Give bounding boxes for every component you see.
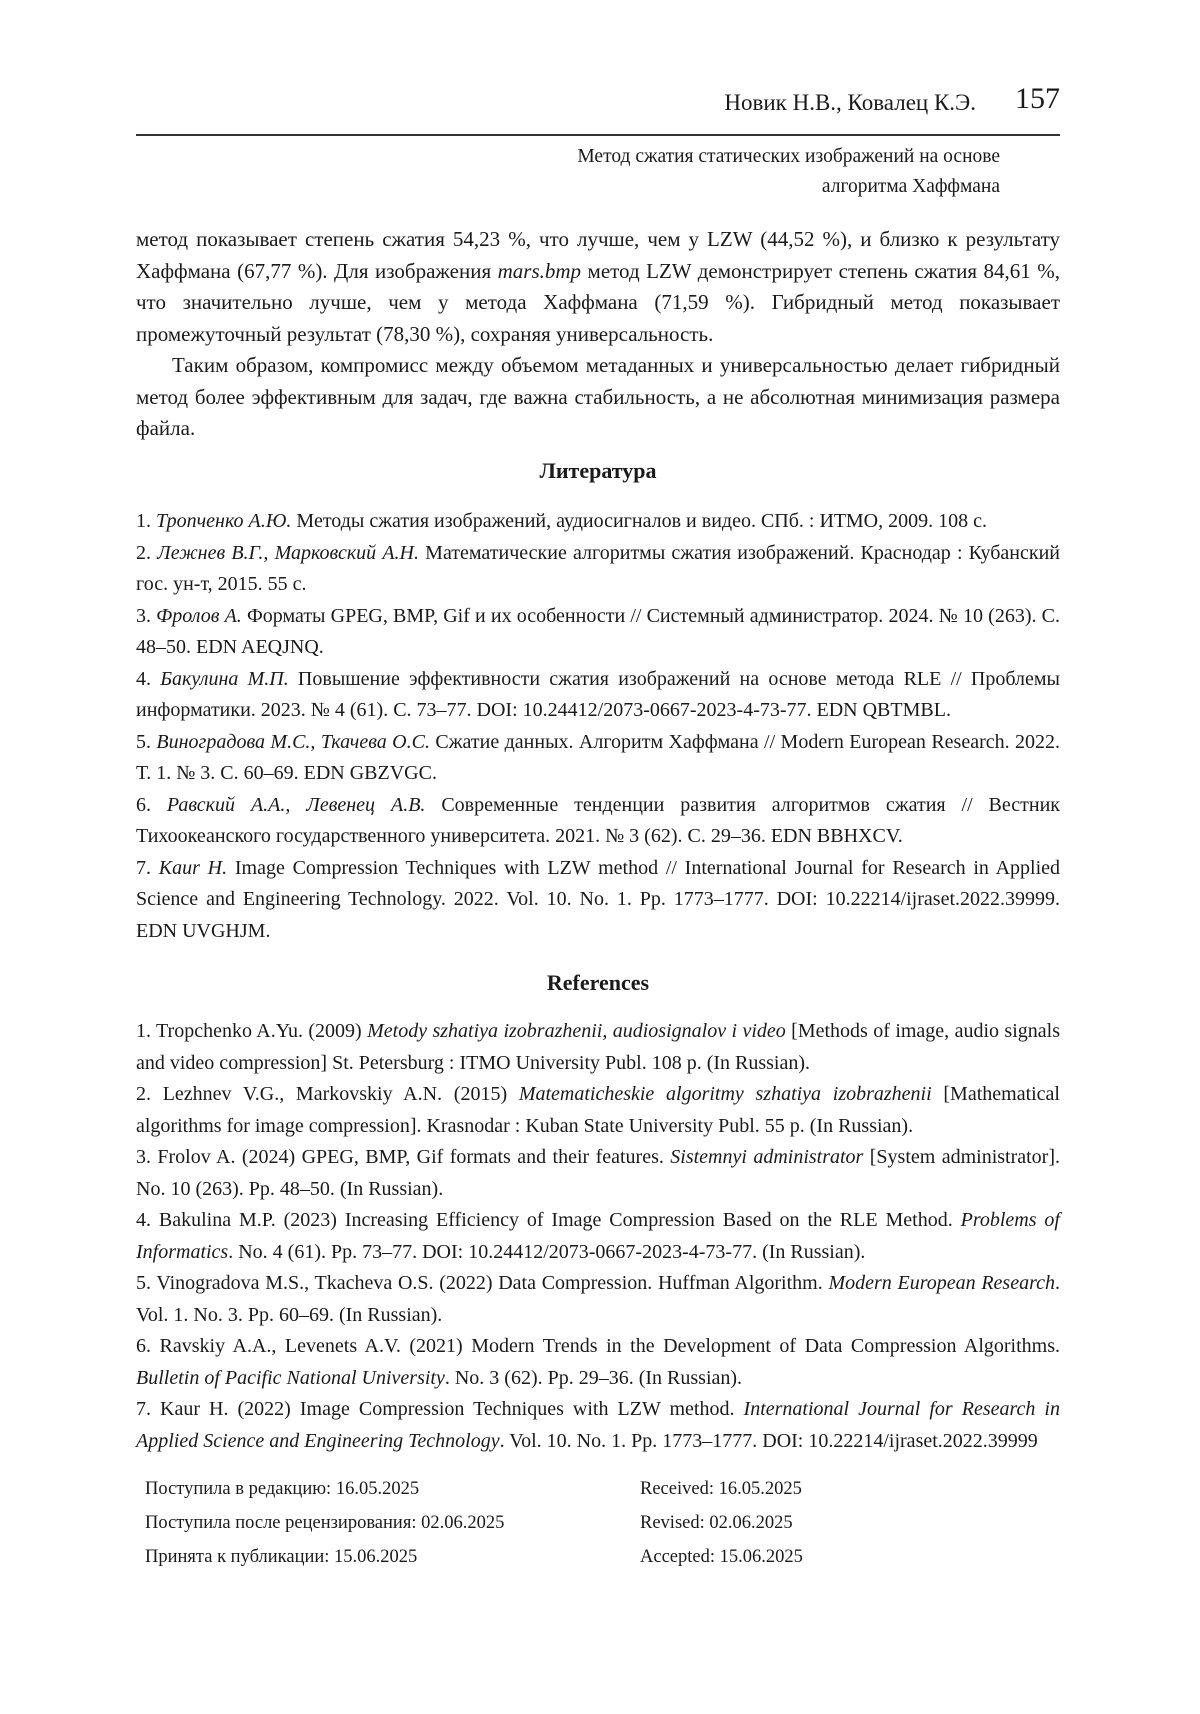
- literature-list: [136, 506, 1060, 947]
- received-ru: Поступила в редакцию: 16.05.2025: [145, 1479, 420, 1499]
- references-list: [136, 1016, 1060, 1457]
- page-header: [136, 82, 1060, 136]
- body-paragraph-1-text-b: метод LZW демонстрирует степень сжатия 84,61 %, что значительно лучше, чем у метода Хаффмана (71,59 %). Гибридный метод показывает промежуточный результат (78,30 %), сохраняя универсальность.: [136, 258, 1060, 346]
- reference-item: 5. Vinogradova M.S., Tkacheva O.S. (2022) Data Compression. Huffman Algorithm. Modern European Research. Vol. 1. No. 3. Pp. 60–69. (In Russian).: [136, 1272, 1060, 1326]
- literature-item: 7. Kaur H. Image Compression Techniques with LZW method // International Journal for Research in Applied Science and Engineering Technology. 2022. Vol. 10. No. 1. Pp. 1773–1777. DOI: 10.22214/ijraset.2022.39999. EDN UVGHJM.: [136, 856, 1061, 942]
- reference-item: 1. Tropchenko A.Yu. (2009) Metody szhatiya izobrazhenii, audiosignalov i video [Methods of image, audio signals and video compression] St. Petersburg : ITMO University Publ. 108 p. (In Russian).: [136, 1020, 1060, 1074]
- revised-row: [145, 1506, 1045, 1540]
- received-en: Received: 16.05.2025: [640, 1479, 802, 1499]
- literature-heading: Литература: [539, 458, 657, 483]
- revised-en: Revised: 02.06.2025: [640, 1513, 793, 1533]
- body-paragraph-1-text-a: метод показывает степень сжатия 54,23 %, что лучше, чем у LZW (44,52 %), и близко к результату Хаффмана (67,77 %). Для изображения: [136, 227, 1060, 283]
- body-paragraph-2: Таким образом, компромисс между объемом метаданных и универсальностью делает гибридный метод более эффективным для задач, где важна стабильность, а не абсолютная минимизация размера файла.: [136, 353, 1060, 440]
- page-number: 157: [1015, 82, 1060, 115]
- header-authors: Новик Н.В., Ковалец К.Э.: [724, 90, 976, 115]
- literature-item: 5. Виноградова М.С., Ткачева О.С. Сжатие данных. Алгоритм Хаффмана // Modern European Research. 2022. Т. 1. № 3. С. 60–69. EDN GBZVGC.: [136, 730, 1061, 784]
- reference-item: 4. Bakulina M.P. (2023) Increasing Efficiency of Image Compression Based on the RLE Method. Problems of Informatics. No. 4 (61). Pp. 73–77. DOI: 10.24412/2073-0667-2023-4-73-77. (In Russian).: [136, 1209, 1060, 1263]
- body-paragraph-1: [136, 224, 1060, 350]
- running-title-line1: Метод сжатия статических изображений на основе: [577, 146, 1000, 167]
- accepted-en: Accepted: 15.06.2025: [640, 1547, 803, 1567]
- literature-item: 1. Тропченко А.Ю. Методы сжатия изображений, аудиосигналов и видео. СПб. : ИТМО, 2009. 108 с.: [136, 510, 987, 532]
- received-row: [145, 1472, 1045, 1506]
- body-text: [136, 224, 1060, 445]
- accepted-ru: Принята к публикации: 15.06.2025: [145, 1547, 418, 1567]
- reference-item: 6. Ravskiy A.A., Levenets A.V. (2021) Modern Trends in the Development of Data Compression Algorithms. Bulletin of Pacific National University. No. 3 (62). Pp. 29–36. (In Russian).: [136, 1335, 1060, 1389]
- running-title: [400, 142, 1000, 202]
- reference-item: 7. Kaur H. (2022) Image Compression Techniques with LZW method. International Journal for Research in Applied Science and Engineering Technology. Vol. 10. No. 1. Pp. 1773–1777. DOI: 10.22214/ijraset.2022.39999: [136, 1398, 1060, 1452]
- accepted-row: [145, 1540, 1045, 1574]
- literature-item: 3. Фролов А. Форматы GPEG, BMP, Gif и их особенности // Системный администратор. 2024. № 10 (263). С. 48–50. EDN AEQJNQ.: [136, 604, 1060, 658]
- filename-emphasis: mars.bmp: [497, 258, 582, 283]
- literature-item: 4. Бакулина М.П. Повышение эффективности сжатия изображений на основе метода RLE // Проблемы информатики. 2023. № 4 (61). С. 73–77. DOI: 10.24412/2073-0667-2023-4-73-77. EDN QBTMBL.: [136, 667, 1060, 721]
- reference-item: 2. Lezhnev V.G., Markovskiy A.N. (2015) Matematicheskie algoritmy szhatiya izobrazhenii [Mathematical algorithms for image compression]. Krasnodar : Kuban State University Publ. 55 p. (In Russian).: [136, 1083, 1060, 1137]
- literature-item: 2. Лежнев В.Г., Марковский А.Н. Математические алгоритмы сжатия изображений. Краснодар : Кубанский гос. ун-т, 2015. 55 с.: [136, 541, 1060, 595]
- running-title-line2: алгоритма Хаффмана: [821, 176, 1000, 197]
- literature-item: 6. Равский А.А., Левенец А.В. Современные тенденции развития алгоритмов сжатия // Вестник Тихоокеанского государственного университета. 2021. № 3 (62). С. 29–36. EDN BBHXCV.: [136, 793, 1060, 847]
- references-heading: References: [546, 970, 650, 995]
- reference-item: 3. Frolov A. (2024) GPEG, BMP, Gif formats and their features. Sistemnyi administrator [System administrator]. No. 10 (263). Pp. 48–50. (In Russian).: [136, 1146, 1061, 1200]
- revised-ru: Поступила после рецензирования: 02.06.2025: [145, 1513, 505, 1533]
- publication-dates: [145, 1472, 1045, 1574]
